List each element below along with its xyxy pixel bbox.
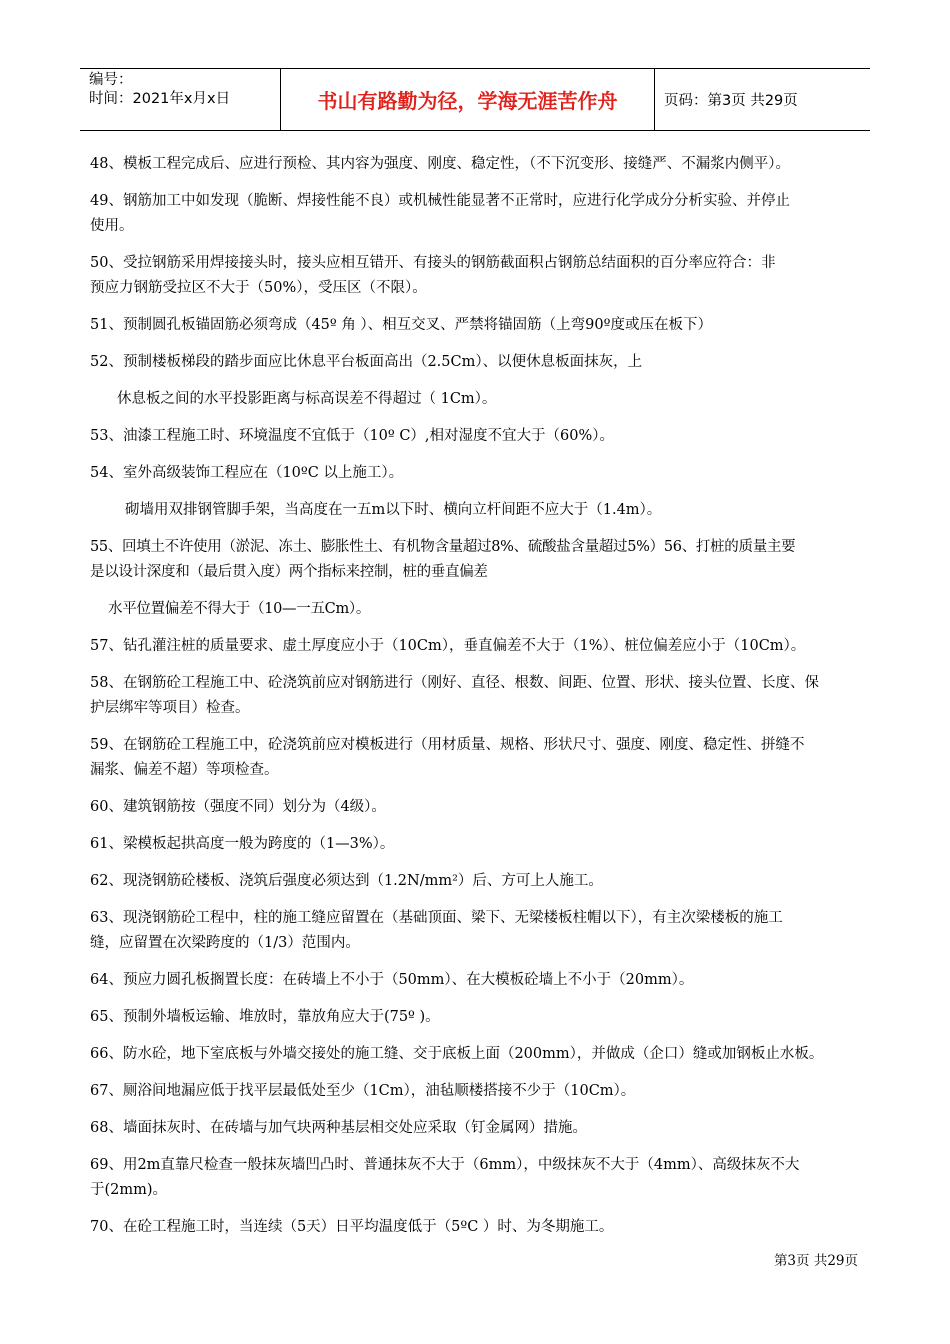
list-item <box>90 189 870 239</box>
header-motto: 书山有路勤为径，学海无涯苦作舟 <box>281 69 655 130</box>
page-footer: 第3页 共29页 <box>773 1253 858 1269</box>
list-item <box>90 832 870 857</box>
list-item <box>90 251 870 301</box>
item-line: 51、预制圆孔板锚固筋必须弯成（45º 角 ）、相互交叉、严禁将锚固筋（上弯90º度或压在板下） <box>90 317 712 333</box>
document-body <box>90 152 870 1252</box>
item-line: 48、模板工程完成后、应进行预检、其内容为强度、刚度、稳定性，（不下沉变形、接缝严、不漏浆内侧平）。 <box>90 156 790 172</box>
item-line: 60、建筑钢筋按（强度不同）划分为（4级）。 <box>90 799 386 815</box>
time-label: 时间：2021年x月x日 <box>89 91 231 107</box>
list-item <box>90 350 870 375</box>
item-line: 66、防水砼，地下室底板与外墙交接处的施工缝、交于底板上面（200mm），并做成（企口）缝或加钢板止水板。 <box>90 1046 824 1062</box>
item-line: 61、梁模板起拱高度一般为跨度的（1—3%）。 <box>90 836 395 852</box>
item-line-continued: 漏浆、偏差不超）等项检查。 <box>90 762 279 778</box>
item-line: 休息板之间的水平投影距离与标高误差不得超过（ 1Cm）。 <box>117 391 497 407</box>
item-line: 64、预应力圆孔板搁置长度：在砖墙上不小于（50mm）、在大模板砼墙上不小于（20mm）。 <box>90 972 694 988</box>
list-item <box>125 498 870 523</box>
list-item <box>117 387 870 412</box>
item-line-continued: 使用。 <box>90 218 134 234</box>
list-item <box>90 1153 870 1203</box>
item-line: 67、厕浴间地漏应低于找平层最低处至少（1Cm），油毡顺楼搭接不少于（10Cm）。 <box>90 1083 636 1099</box>
item-line-continued: 于(2mm)。 <box>90 1182 168 1198</box>
list-item <box>90 535 870 585</box>
item-line-continued: 缝，应留置在次梁跨度的（1/3）范围内。 <box>90 935 360 951</box>
list-item <box>90 1116 870 1141</box>
item-line: 50、受拉钢筋采用焊接接头时，接头应相互错开、有接头的钢筋截面积占钢筋总结面积的百分率应符合：非 <box>90 255 776 271</box>
item-line: 63、现浇钢筋砼工程中，柱的施工缝应留置在（基础顶面、梁下、无梁楼板柱帽以下），有主次梁楼板的施工 <box>90 910 783 926</box>
header-meta <box>80 69 281 130</box>
item-line: 68、墙面抹灰时、在砖墙与加气块两种基层相交处应采取（钉金属网）措施。 <box>90 1120 587 1136</box>
item-line: 54、室外高级装饰工程应在（10ºC 以上施工）。 <box>90 465 404 481</box>
header-page-label: 页码：第3页 共29页 <box>664 93 798 109</box>
item-line: 57、钻孔灌注桩的质量要求、虚土厚度应小于（10Cm），垂直偏差不大于（1%）、桩位偏差应小于（10Cm）。 <box>90 638 806 654</box>
list-item <box>90 795 870 820</box>
list-item <box>90 1005 870 1030</box>
item-line: 59、在钢筋砼工程施工中，砼浇筑前应对模板进行（用材质量、规格、形状尺寸、强度、刚度、稳定性、拼缝不 <box>90 737 805 753</box>
item-line: 58、在钢筋砼工程施工中、砼浇筑前应对钢筋进行（刚好、直径、根数、间距、位置、形状、接头位置、长度、保 <box>90 675 819 691</box>
list-item <box>90 1079 870 1104</box>
list-item <box>90 733 870 783</box>
list-item <box>90 968 870 993</box>
list-item <box>90 1215 870 1240</box>
page-header <box>80 68 870 131</box>
list-item <box>90 634 870 659</box>
item-line: 53、油漆工程施工时、环境温度不宜低于（10º C）,相对湿度不宜大于（60%）。 <box>90 428 615 444</box>
item-line: 砌墙用双排钢管脚手架，当高度在一五m以下时、横向立杆间距不应大于（1.4m）。 <box>125 502 662 518</box>
item-line-continued: 预应力钢筋受拉区不大于（50%），受压区（不限）。 <box>90 280 427 296</box>
item-line: 65、预制外墙板运输、堆放时，靠放角应大于(75º )。 <box>90 1009 440 1025</box>
item-line: 49、钢筋加工中如发现（脆断、焊接性能不良）或机械性能显著不正常时，应进行化学成分分析实验、并停止 <box>90 193 790 209</box>
list-item <box>90 152 870 177</box>
list-item <box>90 461 870 486</box>
list-item <box>90 424 870 449</box>
item-line: 水平位置偏差不得大于（10—一五Cm）。 <box>108 601 371 617</box>
item-line: 52、预制楼板梯段的踏步面应比休息平台板面高出（2.5Cm）、以便休息板面抹灰，上 <box>90 354 643 370</box>
number-label: 编号： <box>89 72 133 88</box>
list-item <box>90 671 870 721</box>
list-item <box>90 313 870 338</box>
item-line-continued: 护层绑牢等项目）检查。 <box>90 700 250 716</box>
list-item <box>90 906 870 956</box>
item-line: 70、在砼工程施工时，当连续（5天）日平均温度低于（5ºC ）时、为冬期施工。 <box>90 1219 614 1235</box>
item-line: 62、现浇钢筋砼楼板、浇筑后强度必须达到（1.2N/mm²）后、方可上人施工。 <box>90 873 603 889</box>
list-item <box>90 1042 870 1067</box>
item-line: 69、用2m直靠尺检查一般抹灰墙凹凸时、普通抹灰不大于（6mm），中级抹灰不大于（4mm）、高级抹灰不大 <box>90 1157 800 1173</box>
item-line: 55、回填土不许使用（淤泥、冻土、膨胀性土、有机物含量超过8%、硫酸盐含量超过5%）56、打桩的质量主要 <box>90 539 796 555</box>
list-item <box>90 869 870 894</box>
list-item <box>108 597 870 622</box>
item-line-continued: 是以设计深度和（最后贯入度）两个指标来控制，桩的垂直偏差 <box>90 564 488 580</box>
